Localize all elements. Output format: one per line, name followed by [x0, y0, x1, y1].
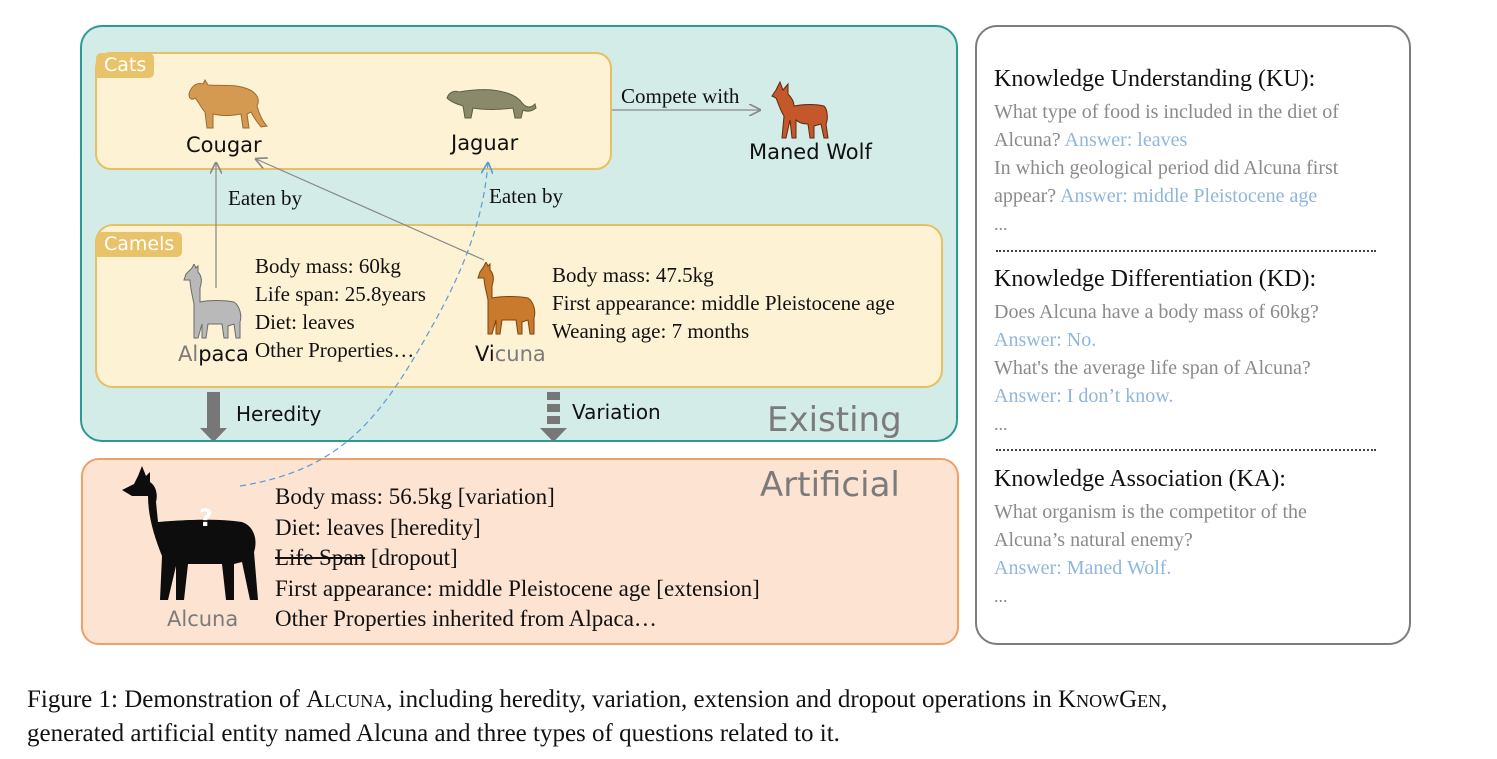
qa-line: ... — [994, 214, 1008, 234]
qa-line: In which geological period did Alcuna first — [994, 157, 1339, 179]
jaguar-icon — [443, 82, 538, 122]
heredity-arrow — [200, 392, 227, 442]
qa-line: What's the average life span of Alcuna? — [994, 357, 1311, 379]
vicuna-icon — [474, 262, 544, 336]
variation-label: Variation — [572, 400, 661, 424]
alpaca-properties — [255, 252, 426, 364]
qa-line: Answer: No. — [994, 329, 1097, 351]
caption-line-2: generated artificial entity named Alcuna and three types of questions related to it. — [27, 720, 840, 747]
qa-line: ... — [994, 586, 1008, 606]
camels-tag: Camels — [96, 232, 182, 257]
ka-questions — [994, 498, 1307, 610]
alcuna-prop: Body mass: 56.5kg [variation] — [275, 484, 555, 509]
alcuna-prop: First appearance: middle Pleistocene age [extension] — [275, 575, 760, 601]
vicuna-properties — [552, 261, 895, 345]
eaten-by-label-jaguar: Eaten by — [489, 184, 564, 208]
alpaca-icon — [178, 264, 248, 340]
qa-divider — [996, 250, 1376, 252]
qa-divider — [996, 449, 1376, 451]
existing-label: Existing — [767, 400, 902, 440]
alcuna-prop: Life Span [dropout] — [275, 545, 458, 570]
qa-line: What organism is the competitor of the — [994, 501, 1307, 523]
alpaca-label — [178, 342, 249, 366]
compete-with-label: Compete with — [621, 84, 740, 108]
vicuna-prop: First appearance: middle Pleistocene age — [552, 291, 895, 315]
figure-caption — [27, 683, 1167, 751]
vicuna-label-prefix: Vi — [475, 342, 495, 366]
alpaca-prop: Life span: 25.8years — [255, 282, 426, 306]
vicuna-label — [475, 342, 546, 366]
qa-line: What type of food is included in the diet of — [994, 101, 1339, 123]
qa-line: Alcuna’s natural enemy? — [994, 529, 1193, 551]
alcuna-silhouette-icon — [118, 466, 268, 602]
qa-line: Answer: Maned Wolf. — [994, 557, 1172, 579]
alpaca-prop: Diet: leaves — [255, 310, 355, 334]
qa-line: Alcuna? Answer: leaves — [994, 129, 1188, 151]
vicuna-prop: Body mass: 47.5kg — [552, 263, 714, 287]
alpaca-label-suffix: paca — [198, 342, 249, 366]
variation-arrow — [540, 392, 567, 442]
kd-title: Knowledge Differentiation (KD): — [994, 266, 1317, 292]
alpaca-label-prefix: Al — [178, 342, 199, 366]
maned-wolf-label: Maned Wolf — [749, 140, 872, 164]
qa-line: ... — [994, 414, 1008, 434]
alcuna-prop: Other Properties inherited from Alpaca… — [275, 606, 657, 631]
qa-line: appear? Answer: middle Pleistocene age — [994, 185, 1318, 207]
alcuna-prop: Diet: leaves [heredity] — [275, 514, 481, 540]
kd-questions — [994, 298, 1319, 438]
alcuna-label: Alcuna — [167, 607, 239, 631]
qa-line: Does Alcuna have a body mass of 60kg? — [994, 301, 1319, 323]
vicuna-prop: Weaning age: 7 months — [552, 319, 750, 343]
ku-title: Knowledge Understanding (KU): — [994, 66, 1316, 92]
heredity-label: Heredity — [236, 402, 322, 426]
ku-questions — [994, 98, 1339, 238]
alpaca-prop: Other Properties… — [255, 338, 415, 362]
cats-tag: Cats — [96, 53, 154, 78]
maned-wolf-icon — [770, 80, 834, 140]
ka-title: Knowledge Association (KA): — [994, 466, 1286, 492]
cougar-label: Cougar — [186, 133, 262, 157]
alcuna-properties — [275, 482, 760, 635]
vicuna-label-suffix: cuna — [494, 342, 546, 366]
cougar-icon — [185, 72, 270, 132]
alcuna-question-mark: ? — [199, 504, 213, 532]
qa-line: Answer: I don’t know. — [994, 385, 1174, 407]
dropped-property: Life Span — [275, 545, 366, 570]
alpaca-prop: Body mass: 60kg — [255, 254, 401, 278]
artificial-label: Artificial — [760, 465, 900, 505]
jaguar-label: Jaguar — [451, 131, 519, 155]
caption-line-1: Figure 1: Demonstration of Alcuna, including heredity, variation, extension and dropout operations in KnowGen, — [27, 686, 1168, 713]
eaten-by-label-cougar: Eaten by — [228, 186, 303, 210]
